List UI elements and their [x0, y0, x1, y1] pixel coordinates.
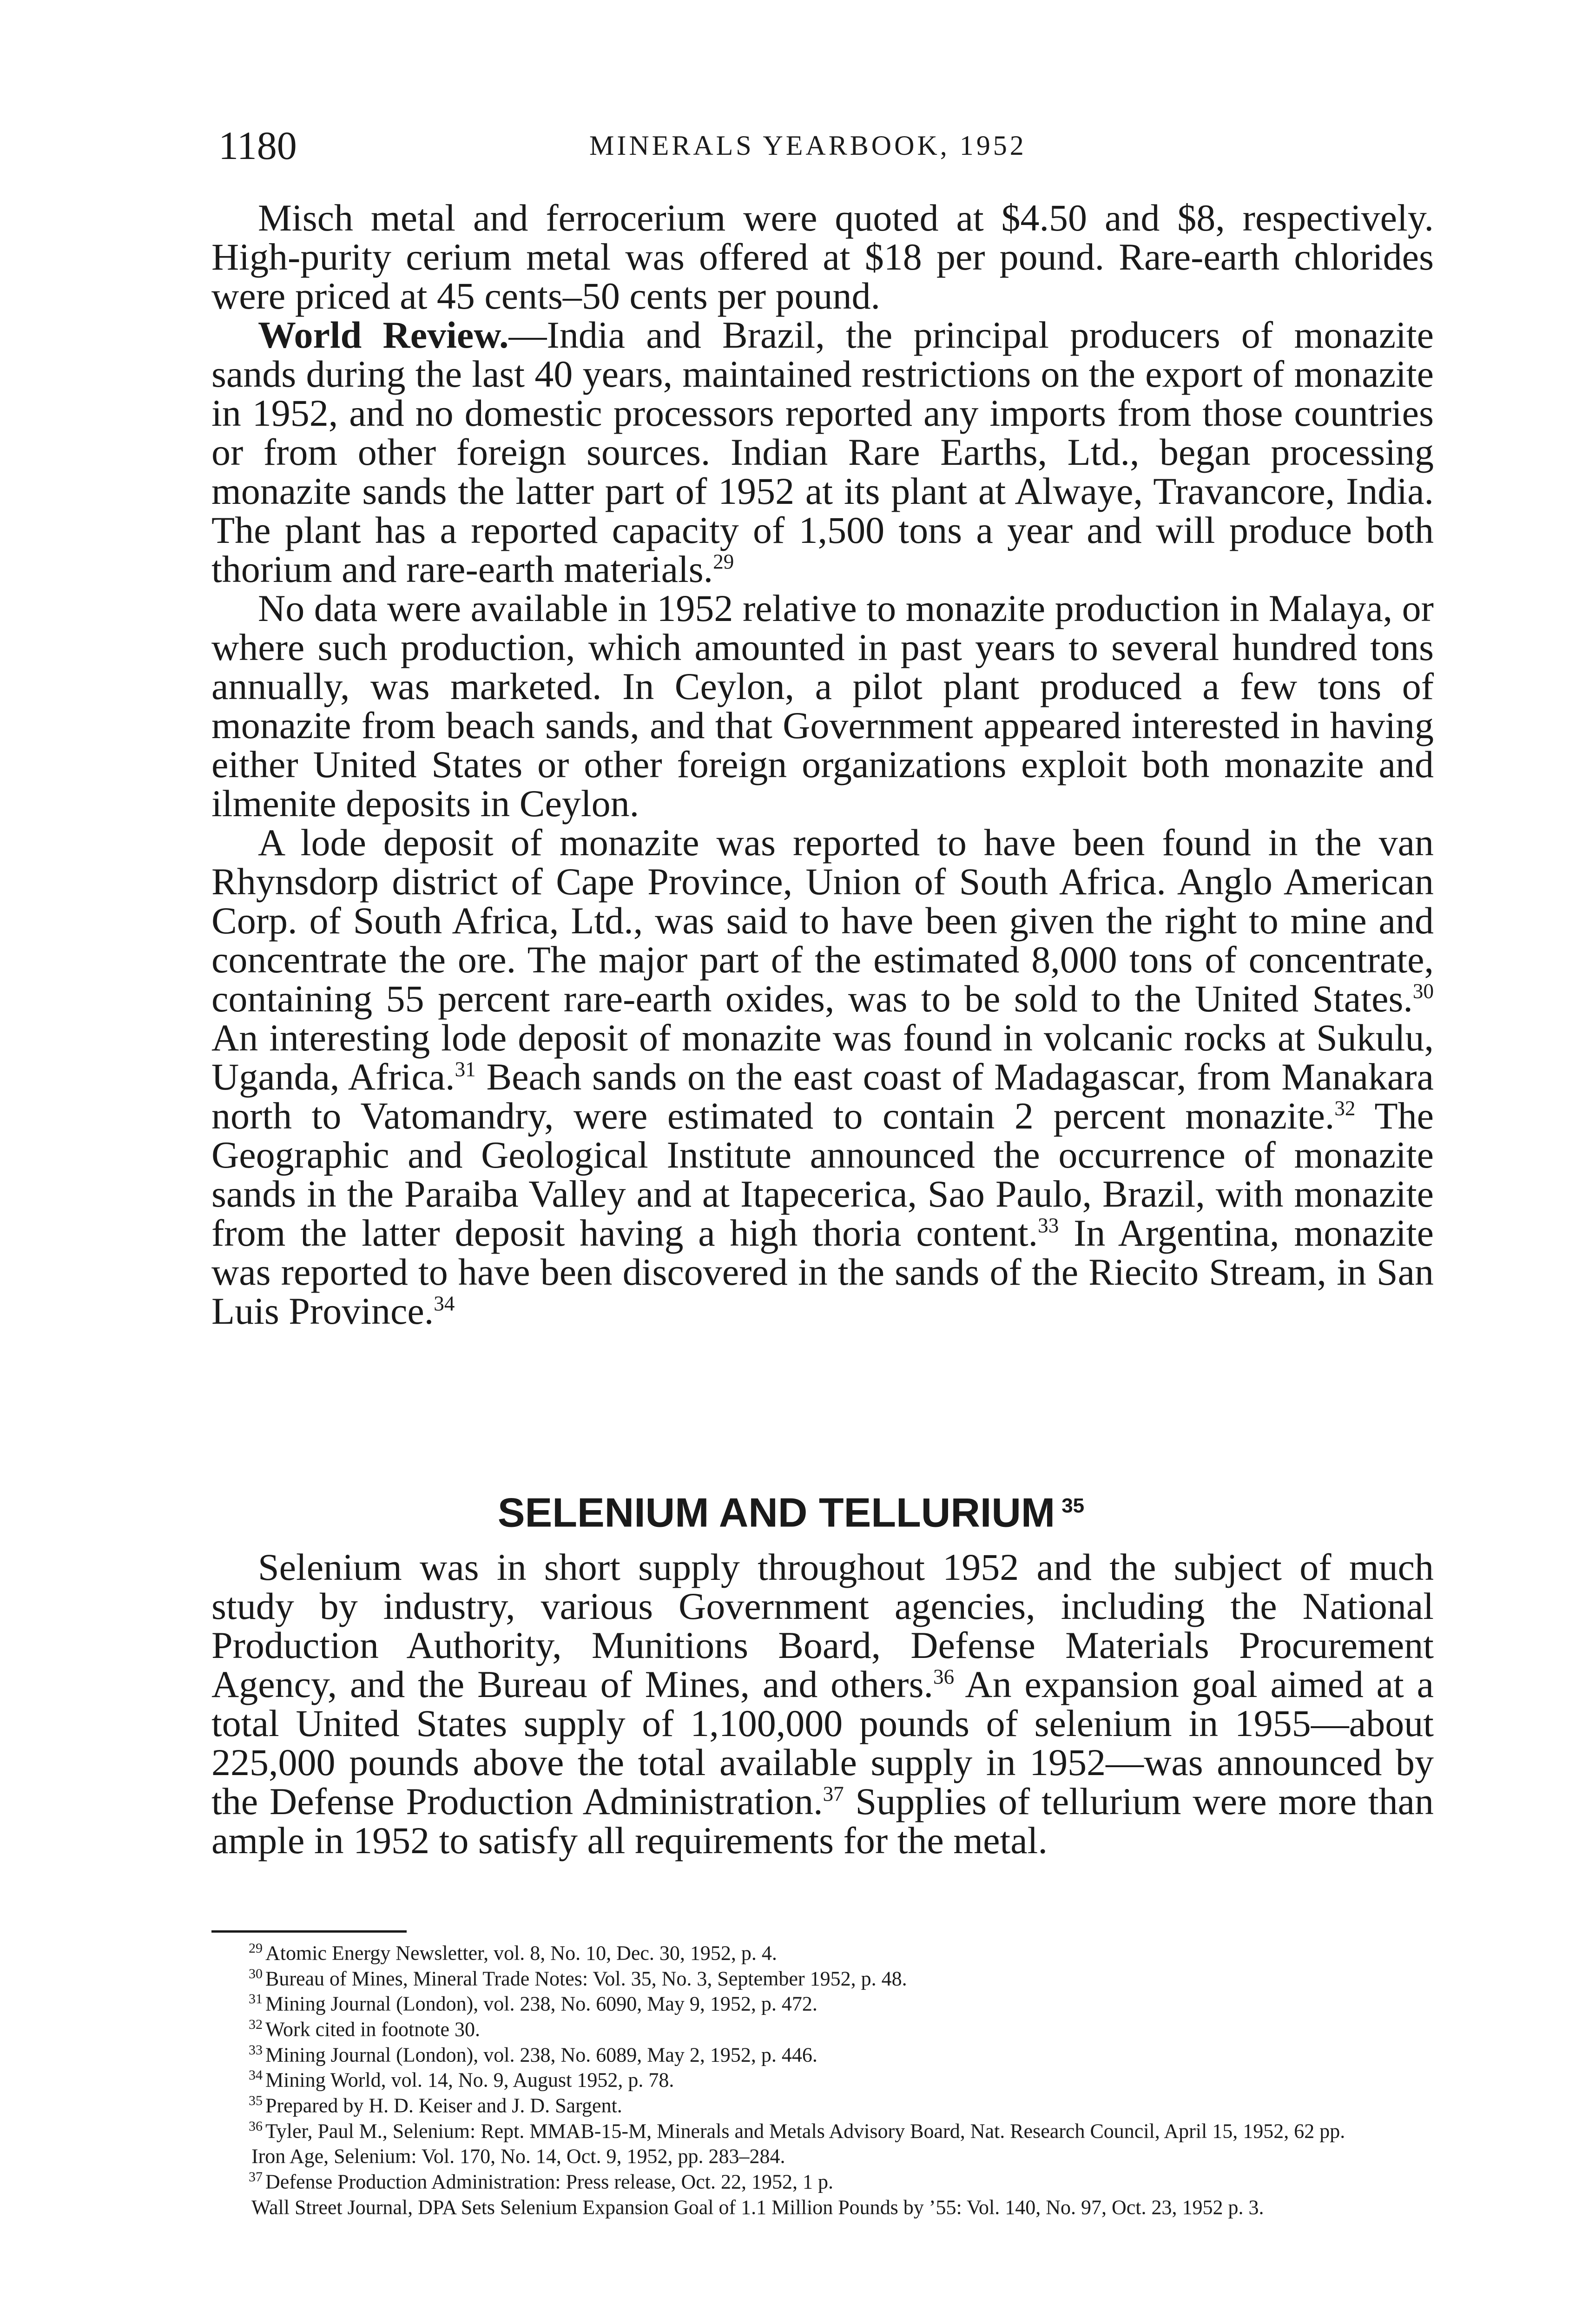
paragraph-world-review [211, 316, 1434, 589]
footnote [211, 2091, 1434, 2116]
footnote-number: 37 [249, 2169, 263, 2185]
footnote [211, 1938, 1434, 1964]
paragraph-text: An expansion goal aimed at a total United States supply of 1,100,000 pounds of selenium in 1955—about 225,000 pounds above the total available supply in 1952—was announced by the Defense Production Administration. [211, 1663, 1434, 1822]
footnotes [211, 1938, 1434, 2218]
footnote [211, 2167, 1434, 2192]
paragraph-text: A lode deposit of monazite was reported to have been found in the van Rhynsdorp district of Cape Province, Union of South Africa. Anglo American Corp. of South Africa, Ltd., was said to have been given the right to mine and concentrate the ore. The major part of the estimated 8,000 tons of concentrate, containing 55 percent rare-earth oxides, was to be sold to the United States. [211, 821, 1434, 1020]
page-number: 1180 [218, 123, 297, 168]
footnote-ref: 37 [823, 1782, 844, 1806]
footnote-number: 31 [249, 1991, 263, 2007]
footnote-ref: 33 [1038, 1214, 1059, 1237]
footnote-ref: 35 [1061, 1494, 1085, 1517]
footnote-ref: 31 [455, 1057, 476, 1081]
section-title: SELENIUM AND TELLURIUM [497, 1489, 1055, 1536]
footnote-number: 34 [249, 2067, 263, 2083]
section-heading [0, 1480, 1582, 1538]
footnote-text: Mining World, vol. 14, No. 9, August 1952, p. 78. [265, 2068, 674, 2092]
footnote-ref: 30 [1412, 979, 1434, 1003]
footnote-number: 33 [249, 2042, 263, 2058]
paragraph-lead-heading: World Review. [258, 314, 509, 356]
footnote [211, 2040, 1434, 2066]
paragraph-text: The Geographic and Geological Institute announced the occurrence of monazite sands in the Paraiba Valley and at Itapecerica, Sao Paulo, Brazil, with monazite from the latter deposit having a high thoria content. [211, 1095, 1434, 1254]
footnote [211, 2014, 1434, 2040]
footnote-divider [211, 1930, 407, 1933]
footnote-text: Tyler, Paul M., Selenium: Rept. MMAB-15-M, Minerals and Metals Advisory Board, Nat. Research Council, April 15, 1952, 62 pp. [265, 2119, 1345, 2143]
footnote-ref: 34 [434, 1292, 455, 1315]
paragraph-text: Beach sands on the east coast of Madagascar, from Manakara north to Vatomandry, were estimated to contain 2 percent monazite. [211, 1056, 1434, 1137]
paragraph-text: —India and Brazil, the principal producers of monazite sands during the last 40 years, maintained restrictions on the export of monazite in 1952, and no domestic processors reported any imports from those countries or from other foreign sources. Indian Rare Earths, Ltd., began processing monazite sands the latter part of 1952 at its plant at Alwaye, Travancore, India. The plant has a reported capacity of 1,500 tons a year and will produce both thorium and rare-earth materials. [211, 314, 1434, 590]
section-body-text [211, 1548, 1434, 1860]
body-text-column [211, 198, 1434, 1331]
paragraph-text: Misch metal and ferrocerium were quoted at $4.50 and $8, respectively. High-purity cerium metal was offered at $18 per pound. Rare-earth chlorides were priced at 45 cents–50 cents per pound. [211, 197, 1434, 317]
footnote-text: Iron Age, Selenium: Vol. 170, No. 14, Oct. 9, 1952, pp. 283–284. [251, 2145, 785, 2168]
footnote-number: 32 [249, 2016, 263, 2032]
paragraph-text: Supplies of tellurium were more than ample in 1952 to satisfy all requirements for the metal. [211, 1780, 1434, 1862]
footnote-ref: 32 [1334, 1096, 1356, 1120]
footnote-text: Work cited in footnote 30. [265, 2018, 481, 2041]
footnote-number: 35 [249, 2093, 263, 2108]
footnote [211, 2116, 1434, 2142]
footnote-text: Atomic Energy Newsletter, vol. 8, No. 10, Dec. 30, 1952, p. 4. [265, 1941, 777, 1965]
footnote [211, 2192, 1434, 2218]
paragraph-lode-deposits [211, 823, 1434, 1331]
footnote [211, 2065, 1434, 2091]
footnote-number: 29 [249, 1941, 263, 1956]
paragraph-selenium-supply [211, 1548, 1434, 1860]
footnote-ref: 36 [933, 1665, 955, 1689]
footnote-text: Mining Journal (London), vol. 238, No. 6089, May 2, 1952, p. 446. [265, 2043, 817, 2067]
footnote-number: 36 [249, 2118, 263, 2134]
footnote-text: Wall Street Journal, DPA Sets Selenium Expansion Goal of 1.1 Million Pounds by ’55: Vol. 140, No. 97, Oct. 23, 1952 p. 3. [251, 2196, 1264, 2219]
paragraph-malaya-ceylon [211, 589, 1434, 823]
page-header [0, 120, 1582, 171]
footnote-text: Defense Production Administration: Press release, Oct. 22, 1952, 1 p. [265, 2170, 834, 2193]
paragraph-text: An interesting lode deposit of monazite was found in volcanic rocks at Sukulu, Uganda, Africa. [211, 1017, 1434, 1098]
footnote [211, 2141, 1434, 2167]
paragraph-misch-metal-prices [211, 198, 1434, 316]
footnote-text: Prepared by H. D. Keiser and J. D. Sargent. [265, 2094, 622, 2117]
footnote-text: Mining Journal (London), vol. 238, No. 6090, May 9, 1952, p. 472. [265, 1992, 817, 2015]
paragraph-text: Selenium was in short supply throughout 1952 and the subject of much study by industry, various Government agencies, including the National Production Authority, Munitions Board, Defense Materials Procurement Agency, and the Bureau of Mines, and others. [211, 1546, 1434, 1705]
footnote-ref: 29 [713, 550, 734, 574]
footnote-text: Bureau of Mines, Mineral Trade Notes: Vol. 35, No. 3, September 1952, p. 48. [265, 1967, 907, 1990]
paragraph-text: No data were available in 1952 relative to monazite production in Malaya, or where such production, which amounted in past years to several hundred tons annually, was marketed. In Ceylon, a pilot plant produced a few tons of monazite from beach sands, and that Government appeared interested in having either United States or other foreign organizations exploit both monazite and ilmenite deposits in Ceylon. [211, 587, 1434, 825]
footnote [211, 1964, 1434, 1989]
footnote [211, 1989, 1434, 2014]
footnote-number: 30 [249, 1966, 263, 1981]
paragraph-text: In Argentina, monazite was reported to have been discovered in the sands of the Riecito Stream, in San Luis Province. [211, 1212, 1434, 1332]
running-title: MINERALS YEARBOOK, 1952 [589, 130, 1027, 161]
